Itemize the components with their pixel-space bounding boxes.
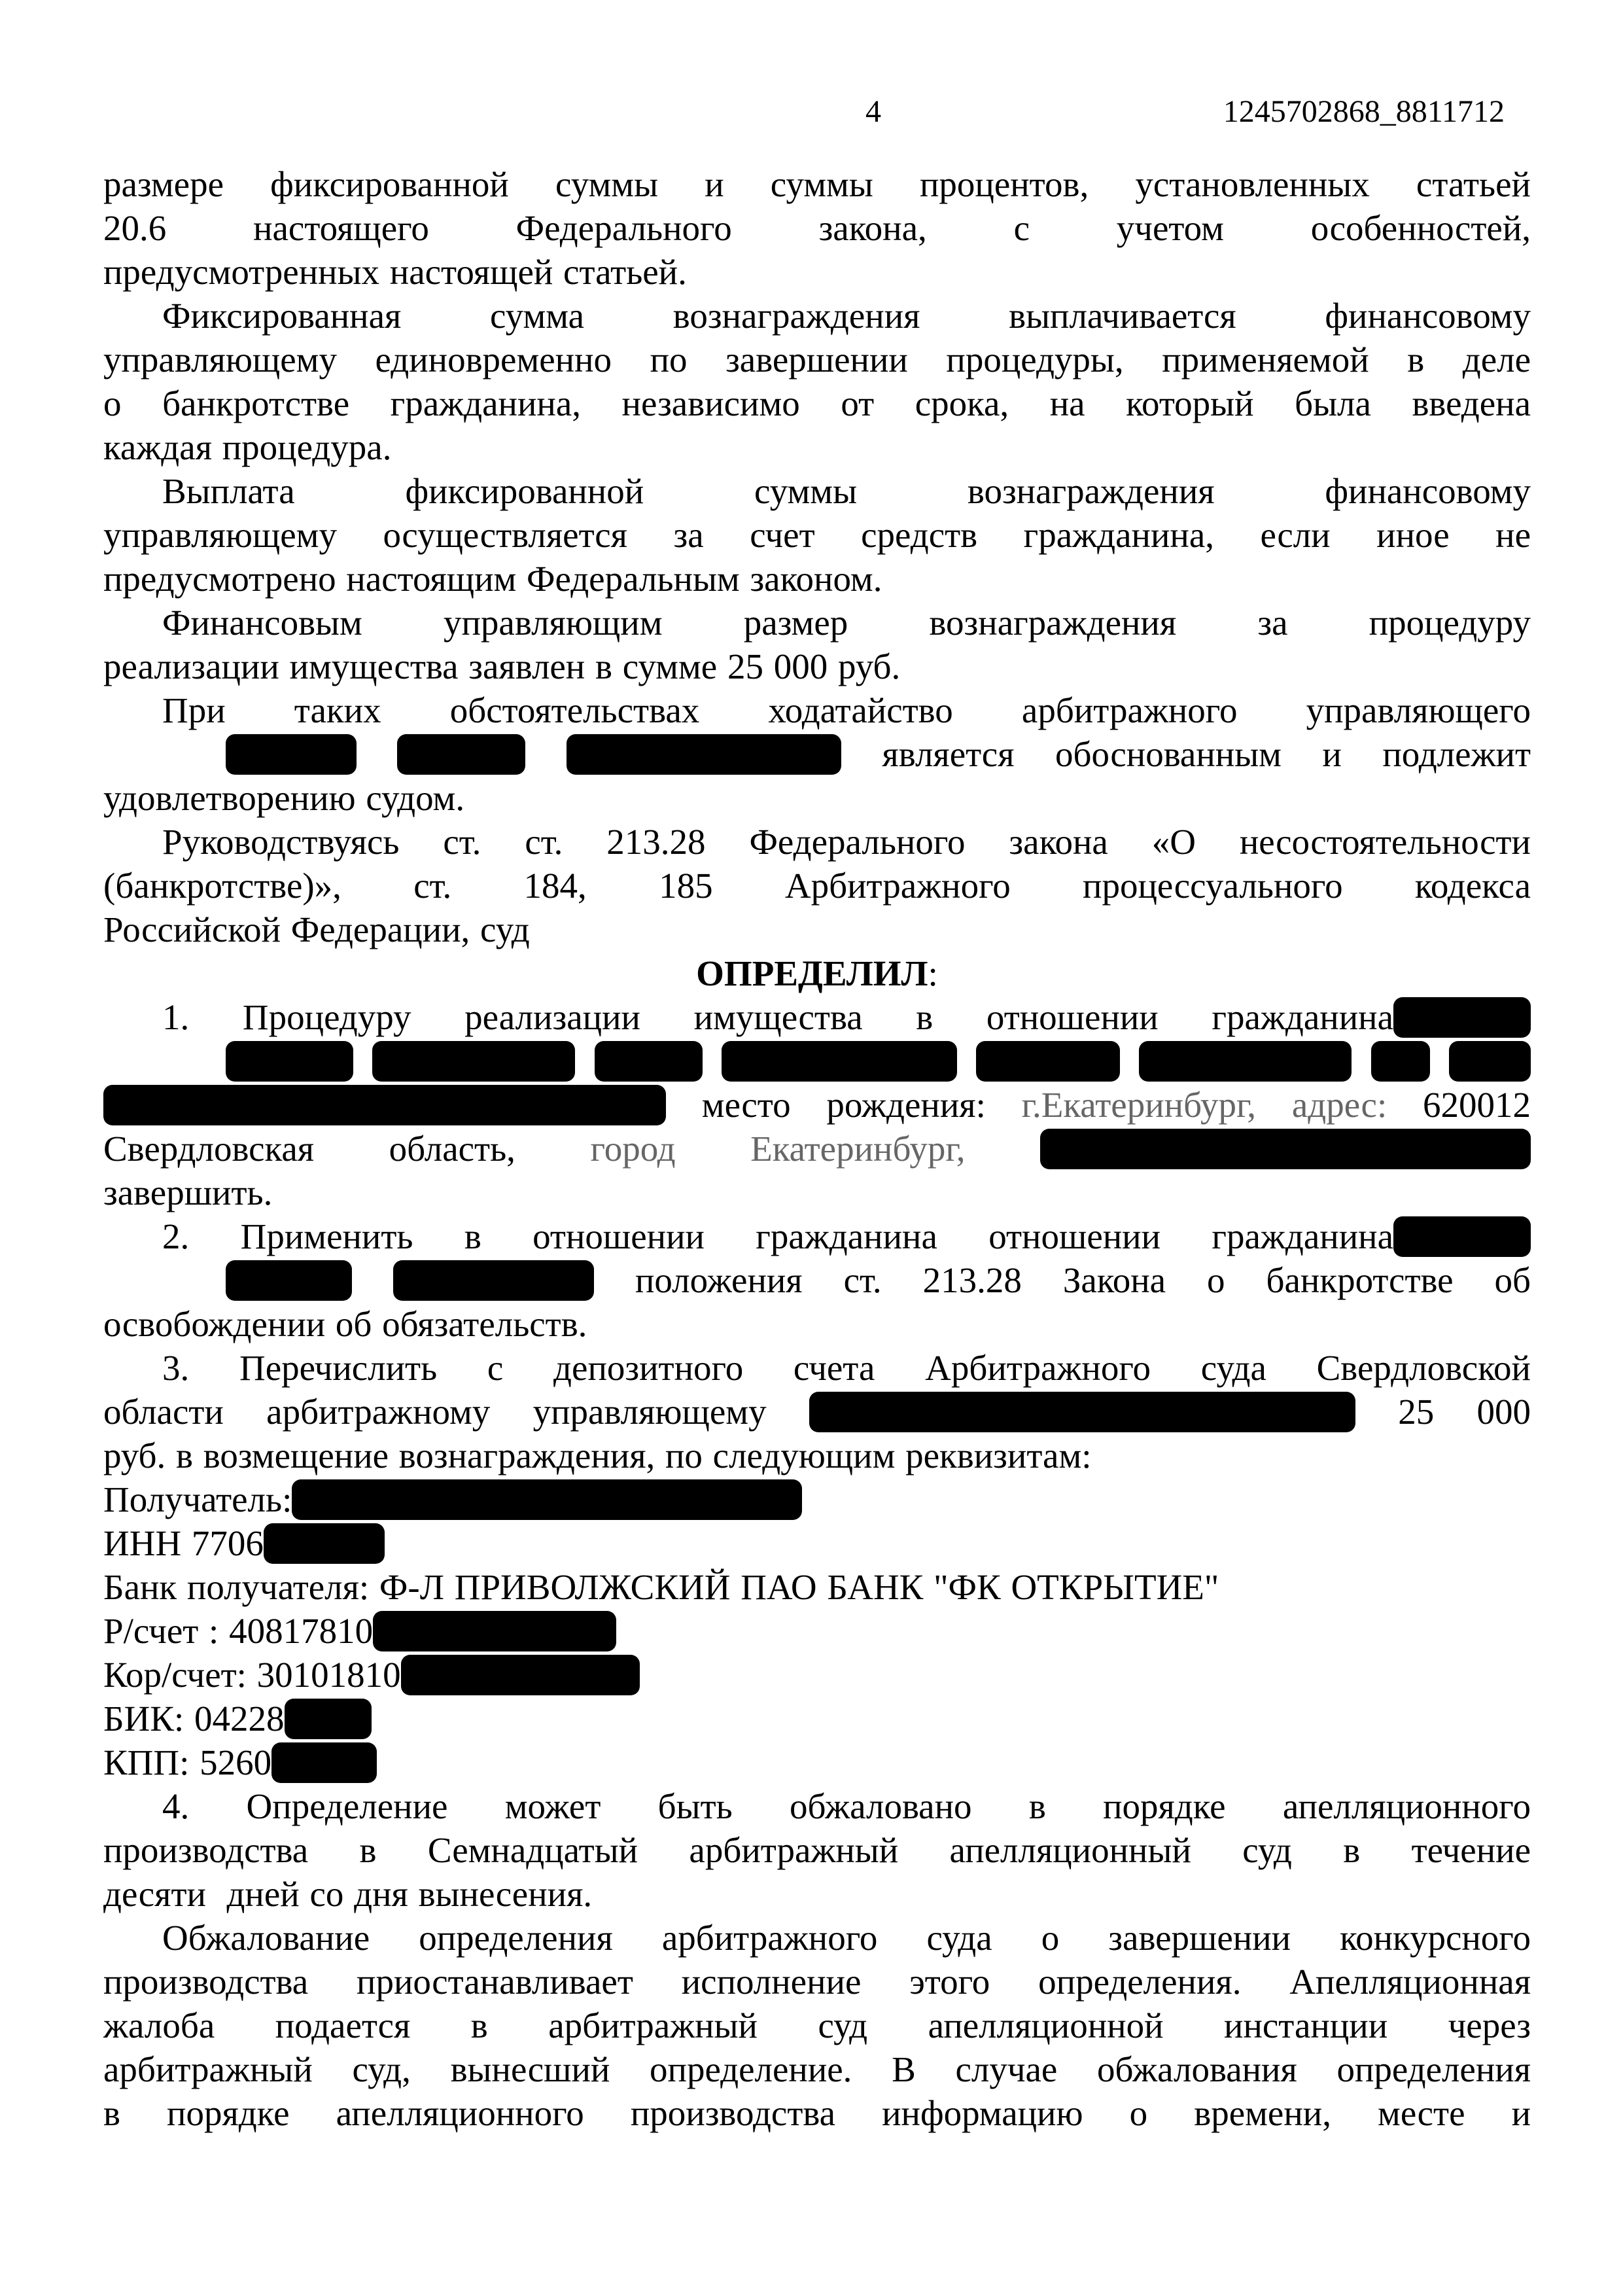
text-line (103, 1302, 1531, 1346)
redaction-bar (292, 1479, 802, 1520)
redaction-bar (397, 734, 525, 775)
text-segment: : (928, 953, 938, 993)
text-segment: реализации имущества заявлен в сумме 25 000 руб. (103, 646, 901, 686)
redaction-bar (226, 1041, 353, 1082)
document-id: 1245702868_8811712 (1223, 94, 1505, 129)
text-line (103, 645, 1531, 688)
text-line (103, 513, 1531, 557)
redaction-bar (226, 1260, 352, 1301)
redaction-bar (1393, 997, 1531, 1038)
text-line (103, 381, 1531, 425)
redaction-bar (226, 734, 357, 775)
muted-text-segment: г.Екатеринбург, (1021, 1085, 1257, 1125)
muted-text-segment: город Екатеринбург, (590, 1129, 966, 1169)
redaction-bar (809, 1392, 1355, 1432)
redaction-bar (1449, 1041, 1531, 1082)
text-line (103, 2091, 1531, 2135)
text-line (103, 1828, 1531, 1872)
text-line (103, 1171, 1531, 1214)
text-segment: БИК: 04228 (103, 1699, 285, 1739)
text-segment: место рождения: (701, 1085, 986, 1125)
text-segment: Российской Федерации, суд (103, 910, 530, 949)
text-segment: положения ст. 213.28 Закона о банкротстве об (635, 1260, 1531, 1300)
text-segment: управляющему осуществляется за счет средств гражданина, если иное не (103, 515, 1531, 555)
text-segment: ОПРЕДЕЛИЛ (696, 953, 928, 993)
document-body (103, 162, 1531, 2135)
text-segment: Свердловская область, (103, 1129, 515, 1169)
muted-text-segment: адрес: (1291, 1085, 1387, 1125)
text-segment: КПП: 5260 (103, 1742, 272, 1782)
redaction-bar (1371, 1041, 1430, 1082)
text-line (103, 294, 1531, 338)
text-line (103, 469, 1531, 513)
text-line (103, 1214, 1531, 1258)
text-segment: удовлетворению судом. (103, 778, 465, 818)
text-segment: арбитражный суд, вынесший определение. В случае обжалования определения (103, 2049, 1531, 2089)
text-line (103, 1039, 1531, 1083)
text-segment: завершить. (103, 1173, 273, 1212)
text-segment: Р/счет : 40817810 (103, 1611, 374, 1651)
text-segment: освобождении об обязательств. (103, 1304, 587, 1344)
text-segment: Кор/счет: 30101810 (103, 1655, 401, 1695)
text-segment: Банк получателя: Ф-Л ПРИВОЛЖСКИЙ ПАО БАНК "ФК ОТКРЫТИЕ" (103, 1567, 1219, 1607)
text-line (103, 1872, 1531, 1916)
redaction-bar (393, 1260, 594, 1301)
requisite-line (103, 1521, 1531, 1565)
text-segment: 3. Перечислить с депозитного счета Арбитражного суда Свердловской (162, 1348, 1531, 1388)
text-line (103, 1346, 1531, 1390)
requisite-line (103, 1740, 1531, 1784)
ruling-heading (103, 951, 1531, 995)
text-line (103, 820, 1531, 864)
text-segment: 4. Определение может быть обжаловано в порядке апелляционного (162, 1786, 1531, 1826)
text-segment: каждая процедура. (103, 427, 392, 467)
redaction-bar (103, 1085, 666, 1125)
text-line (103, 1434, 1531, 1477)
text-line (103, 908, 1531, 951)
redaction-bar (976, 1041, 1120, 1082)
text-line (103, 1083, 1531, 1127)
redaction-bar (401, 1655, 640, 1695)
requisite-line (103, 1565, 1531, 1609)
redaction-bar (264, 1523, 385, 1564)
text-line (103, 1784, 1531, 1828)
text-line (103, 601, 1531, 645)
text-segment: в порядке апелляционного производства информацию о времени, месте и (103, 2093, 1531, 2133)
text-segment: производства приостанавливает исполнение этого определения. Апелляционная (103, 1962, 1531, 2002)
redaction-bar (271, 1742, 377, 1783)
text-line (103, 162, 1531, 206)
text-segment: управляющему единовременно по завершении процедуры, применяемой в деле (103, 340, 1531, 380)
text-line (103, 995, 1531, 1039)
requisite-line (103, 1609, 1531, 1653)
text-line (103, 2004, 1531, 2047)
text-line (103, 1258, 1531, 1302)
text-segment: Финансовым управляющим размер вознаграждения за процедуру (162, 603, 1531, 643)
redaction-bar (372, 1041, 575, 1082)
text-segment: Получатель: (103, 1479, 292, 1519)
text-segment: Фиксированная сумма вознаграждения выплачивается финансовому (162, 296, 1531, 336)
text-segment: размере фиксированной суммы и суммы процентов, установленных статьей (103, 164, 1531, 204)
text-line (103, 864, 1531, 908)
text-line (103, 557, 1531, 601)
text-segment: руб. в возмещение вознаграждения, по следующим реквизитам: (103, 1436, 1092, 1475)
page-header (103, 92, 1531, 132)
text-line (103, 732, 1531, 776)
redaction-bar (595, 1041, 703, 1082)
text-segment: 25 000 (1398, 1392, 1531, 1432)
redaction-bar (567, 734, 841, 775)
text-segment: производства в Семнадцатый арбитражный апелляционный суд в течение (103, 1830, 1531, 1870)
text-line (103, 1960, 1531, 2004)
text-line (103, 1127, 1531, 1171)
text-line (103, 250, 1531, 294)
requisite-line (103, 1477, 1531, 1521)
text-segment: (банкротстве)», ст. 184, 185 Арбитражного процессуального кодекса (103, 866, 1531, 906)
redaction-bar (1393, 1216, 1531, 1257)
text-segment: Обжалование определения арбитражного суда о завершении конкурсного (162, 1918, 1531, 1958)
text-segment: десяти дней со дня вынесения. (103, 1874, 593, 1914)
text-segment: 20.6 настоящего Федерального закона, с учетом особенностей, (103, 208, 1531, 248)
text-line (103, 206, 1531, 250)
text-line (103, 338, 1531, 381)
text-segment: предусмотрено настоящим Федеральным законом. (103, 559, 882, 599)
redaction-bar (373, 1611, 616, 1651)
page-content (103, 92, 1531, 2135)
text-line (103, 2047, 1531, 2091)
text-segment: При таких обстоятельствах ходатайство арбитражного управляющего (162, 690, 1531, 730)
text-segment: 620012 (1423, 1085, 1531, 1125)
redaction-bar (1139, 1041, 1352, 1082)
text-segment: предусмотренных настоящей статьей. (103, 252, 687, 292)
text-line (103, 776, 1531, 820)
text-segment: Руководствуясь ст. ст. 213.28 Федерального закона «О несостоятельности (162, 822, 1531, 862)
text-line (103, 688, 1531, 732)
redaction-bar (722, 1041, 957, 1082)
text-segment: Выплата фиксированной суммы вознаграждения финансовому (162, 471, 1531, 511)
text-segment: 2. Применить в отношении гражданина отношении гражданина (162, 1216, 1393, 1256)
text-segment: 1. Процедуру реализации имущества в отношении гражданина (162, 997, 1393, 1037)
text-line (103, 1390, 1531, 1434)
page-number: 4 (865, 94, 881, 129)
redaction-bar (285, 1699, 372, 1739)
text-line (103, 425, 1531, 469)
text-segment: жалоба подается в арбитражный суд апелляционной инстанции через (103, 2005, 1531, 2045)
text-segment: является обоснованным и подлежит (882, 734, 1531, 774)
text-segment: о банкротстве гражданина, независимо от срока, на который была введена (103, 383, 1531, 423)
requisite-line (103, 1697, 1531, 1740)
text-segment: области арбитражному управляющему (103, 1392, 767, 1432)
redaction-bar (1040, 1129, 1531, 1169)
text-segment: ИНН 7706 (103, 1523, 264, 1563)
text-line (103, 1916, 1531, 1960)
requisite-line (103, 1653, 1531, 1697)
